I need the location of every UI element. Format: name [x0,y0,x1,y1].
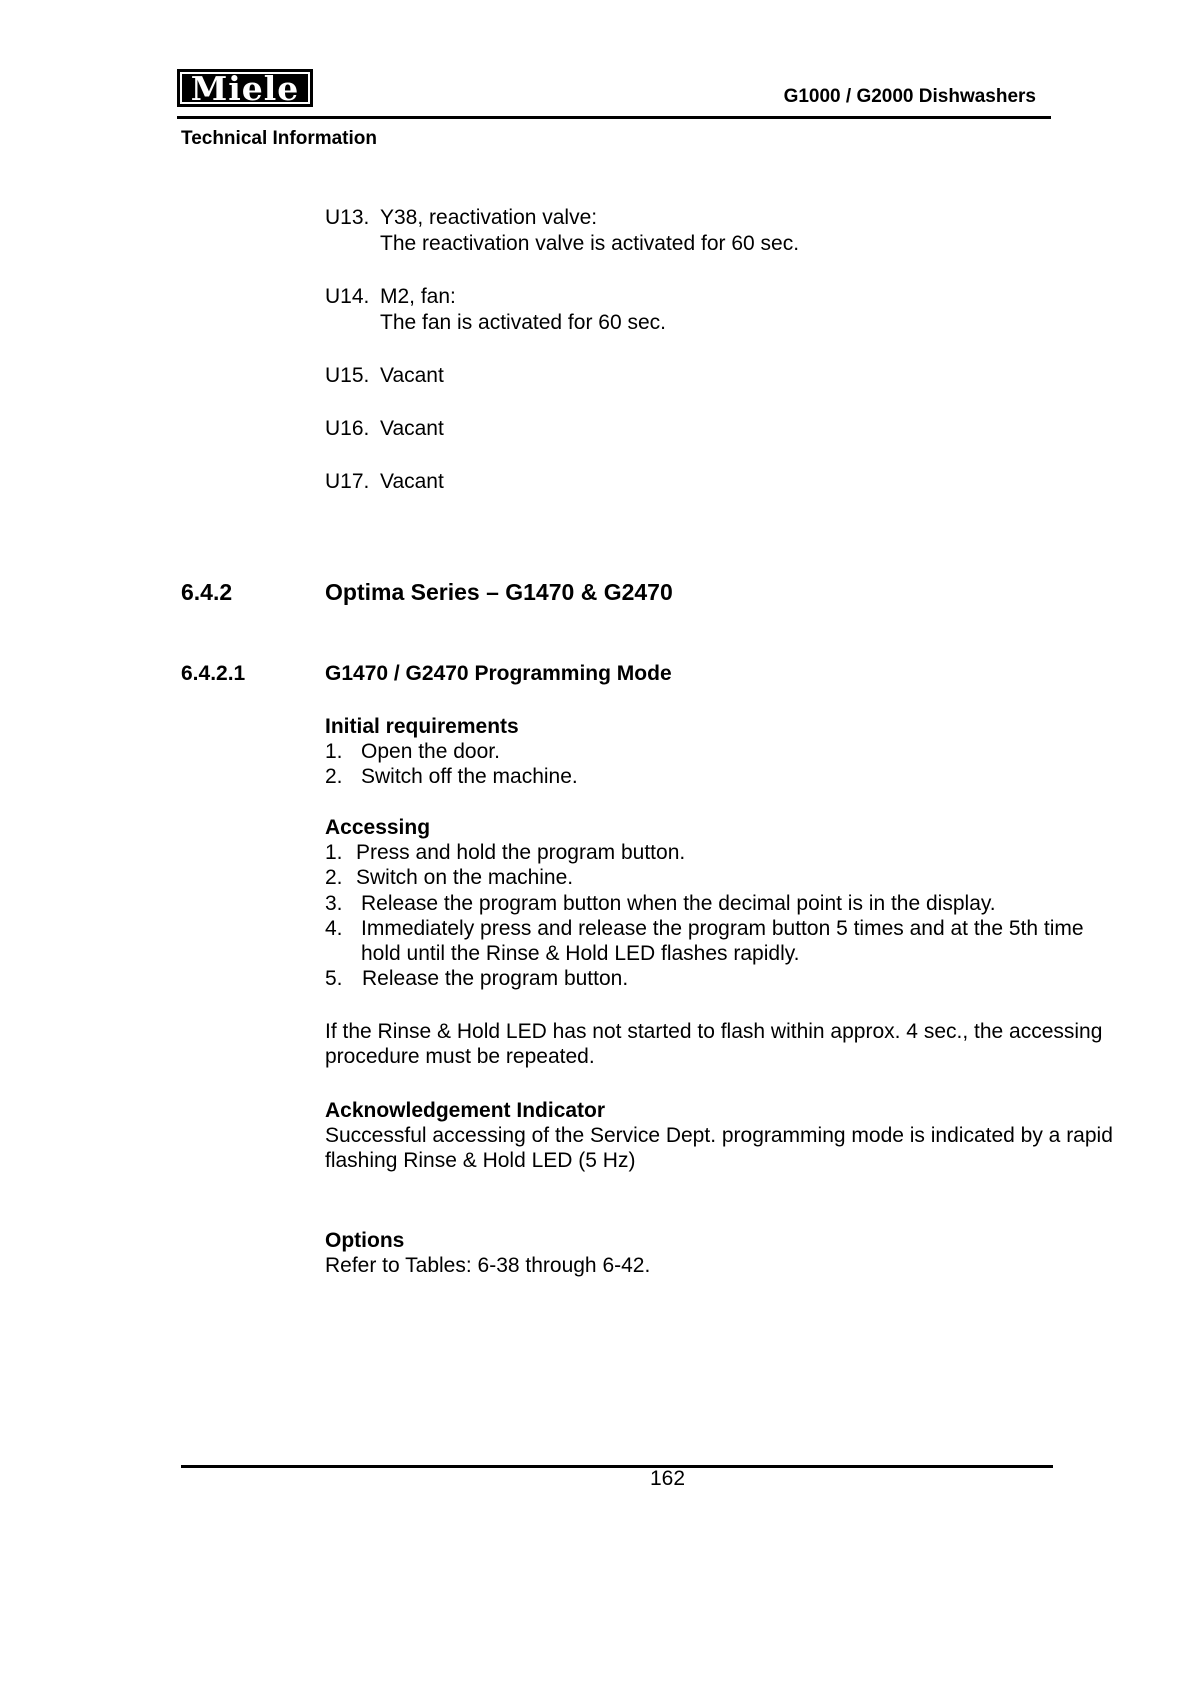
list-text: Switch off the machine. [361,765,578,788]
u-item-u15 [325,363,444,388]
u-code: U13. [325,206,370,229]
accessing-note-line2: procedure must be repeated. [325,1045,595,1068]
list-number: 3. [325,892,343,915]
page-number: 162 [650,1467,686,1490]
list-text: Release the program button. [362,967,629,990]
u-item-u13 [325,205,597,230]
u-item-u14 [325,284,456,309]
list-item [325,739,500,764]
u-detail: The fan is activated for 60 sec. [380,311,666,334]
u-detail: The reactivation valve is activated for 60 sec. [380,232,800,255]
header-rule [177,116,1051,119]
u-code: U17. [325,470,370,493]
section-title: Optima Series – G1470 & G2470 [325,579,673,605]
list-number: 5. [325,967,343,990]
u-title: Vacant [380,364,444,387]
list-item [325,966,629,991]
u-title: Vacant [380,417,444,440]
acknowledgement-heading: Acknowledgement Indicator [325,1099,606,1122]
list-item [325,840,686,865]
list-item [325,865,574,890]
list-text: Release the program button when the decimal point is in the display. [361,892,996,915]
initial-requirements-heading: Initial requirements [325,715,519,738]
accessing-note-line1: If the Rinse & Hold LED has not started to flash within approx. 4 sec., the accessing [325,1020,1103,1043]
list-item [325,764,578,789]
u-item-u16 [325,416,444,441]
u-title: Vacant [380,470,444,493]
acknowledgement-line2: flashing Rinse & Hold LED (5 Hz) [325,1149,636,1172]
list-number: 1. [325,841,343,864]
list-text: Press and hold the program button. [356,841,686,864]
accessing-heading: Accessing [325,816,431,839]
list-number: 4. [325,917,343,940]
u-code: U14. [325,285,370,308]
options-heading: Options [325,1229,405,1252]
u-code: U16. [325,417,370,440]
list-number: 2. [325,866,343,889]
subsection-number: 6.4.2.1 [181,662,246,685]
list-item [325,891,996,916]
footer-rule [181,1465,1053,1468]
list-number: 2. [325,765,343,788]
list-text: Immediately press and release the program button 5 times and at the 5th time [361,917,1084,940]
subsection-title: G1470 / G2470 Programming Mode [325,662,672,685]
document-title: G1000 / G2000 Dishwashers [783,86,1036,107]
u-title: M2, fan: [380,285,456,308]
miele-logo [177,69,313,107]
section-number: 6.4.2 [181,579,233,605]
u-item-u17 [325,469,444,494]
list-text: Open the door. [361,740,500,763]
list-item [325,916,1084,941]
list-text: Switch on the machine. [356,866,574,889]
section-label: Technical Information [181,128,378,149]
u-title: Y38, reactivation valve: [380,206,598,229]
logo-text: Miele [180,72,310,104]
options-text: Refer to Tables: 6-38 through 6-42. [325,1254,651,1277]
u-code: U15. [325,364,370,387]
acknowledgement-line1: Successful accessing of the Service Dept. programming mode is indicated by a rapid [325,1124,1113,1147]
list-number: 1. [325,740,343,763]
list-text-continued: hold until the Rinse & Hold LED flashes rapidly. [361,942,800,965]
